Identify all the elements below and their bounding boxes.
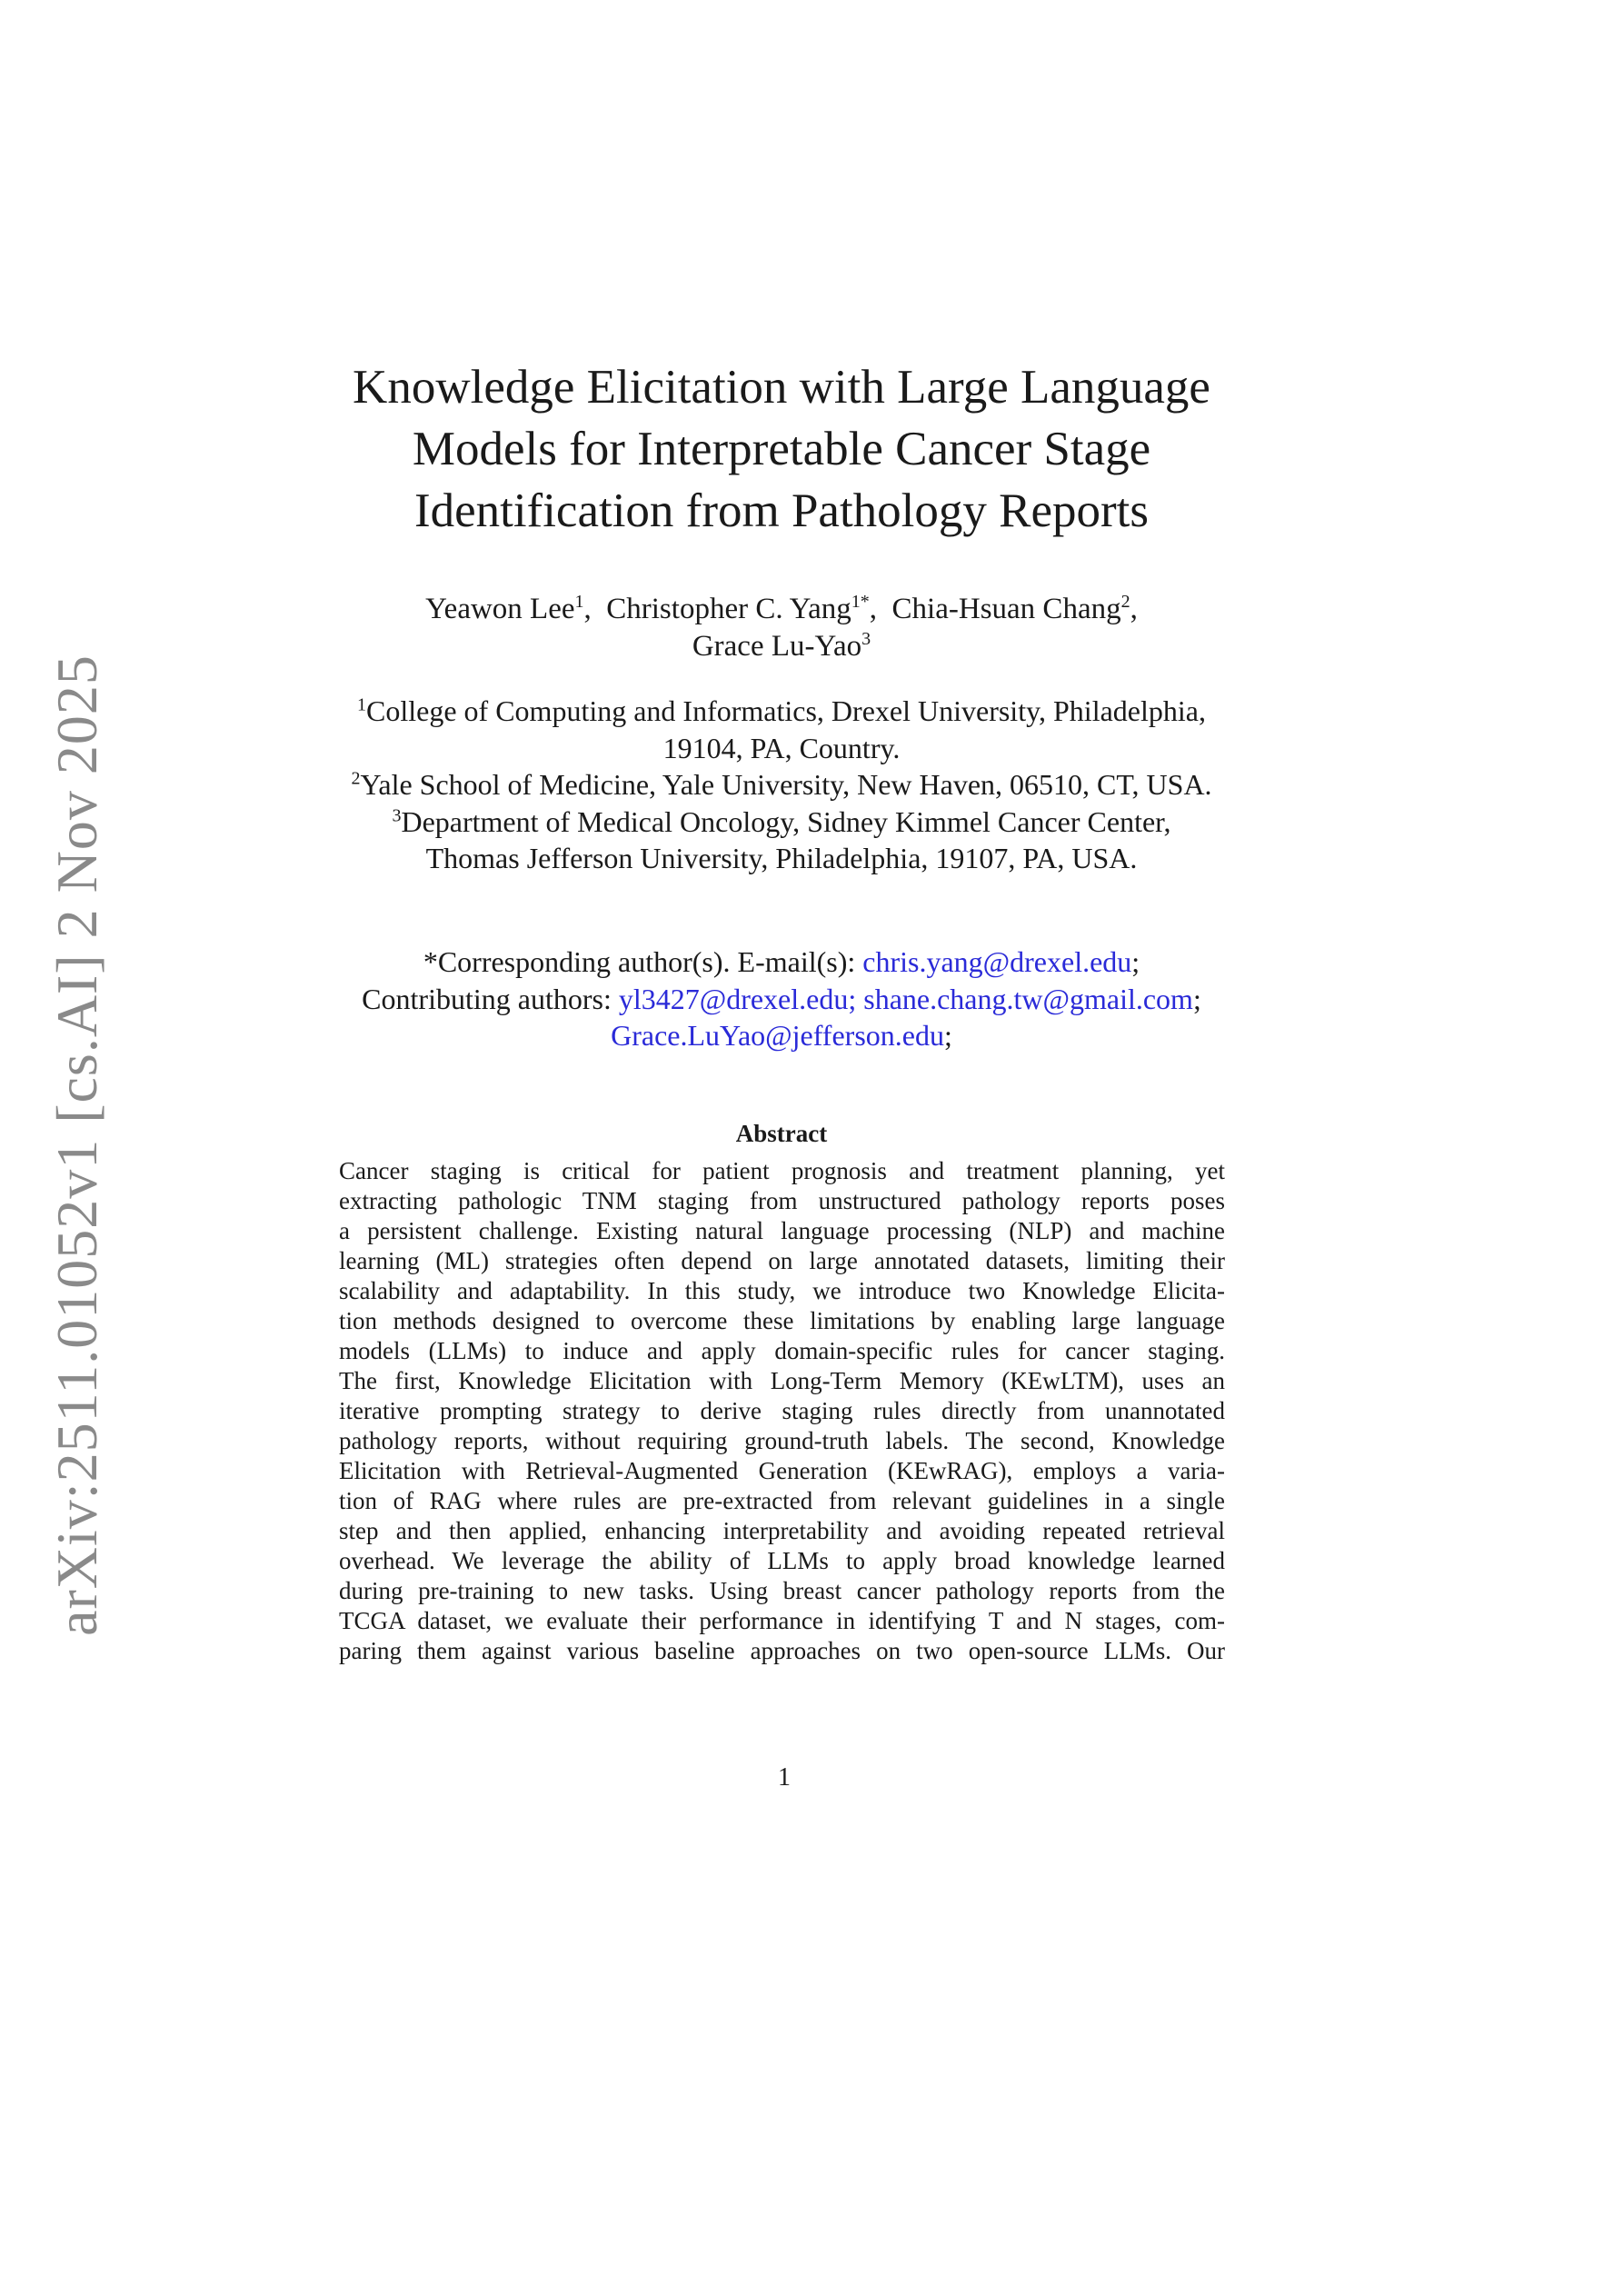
author-name: Grace Lu-Yao	[692, 630, 862, 663]
abstract-line: Elicitation with Retrieval-Augmented Generation (KEwRAG), employs a varia-	[339, 1457, 1225, 1484]
abstract-line: models (LLMs) to induce and apply domain-specific rules for cancer staging.	[339, 1337, 1225, 1364]
affiliation-1-cont: 19104, PA, Country.	[662, 731, 901, 764]
contributing-email-link[interactable]: yl3427@drexel.edu	[618, 982, 849, 1015]
separator: ;	[943, 1019, 952, 1052]
author-affiliation-mark: 1	[574, 592, 584, 612]
abstract-line: pathology reports, without requiring ground-truth labels. The second, Knowledge	[339, 1427, 1225, 1454]
abstract-line: a persistent challenge. Existing natural language processing (NLP) and machine	[339, 1217, 1225, 1244]
corresponding-author-line	[273, 943, 1290, 981]
affiliation-mark: 1	[357, 694, 367, 715]
abstract-line: Cancer staging is critical for patient prognosis and treatment planning, yet	[339, 1157, 1225, 1184]
abstract-line: during pre-training to new tasks. Using breast cancer pathology reports from the	[339, 1577, 1225, 1604]
abstract-line: TCGA dataset, we evaluate their performance in identifying T and N stages, com-	[339, 1607, 1225, 1634]
affiliation-mark: 3	[392, 804, 402, 825]
title-line: Models for Interpretable Cancer Stage	[412, 423, 1151, 475]
contributing-authors-line-2	[273, 1017, 1290, 1054]
affiliation-mark: 2	[351, 768, 361, 789]
author-name: Chia-Hsuan Chang	[891, 593, 1121, 625]
arxiv-identifier: arXiv:2511.01052v1 [cs.AI] 2 Nov 2025	[45, 654, 109, 1636]
affiliation-3	[273, 804, 1290, 841]
contributing-email-link[interactable]: Grace.LuYao@jefferson.edu	[611, 1019, 944, 1052]
contact-info	[273, 943, 1290, 1054]
corresponding-email-link[interactable]: chris.yang@drexel.edu	[862, 945, 1132, 978]
separator: ;	[1131, 945, 1140, 978]
page-number: 1	[778, 1763, 791, 1792]
arxiv-stamp	[0, 0, 118, 2296]
abstract-line: paring them against various baseline approaches on two open-source LLMs. Our	[339, 1637, 1225, 1664]
author-name: Yeawon Lee	[425, 593, 575, 625]
affiliation-2	[273, 766, 1290, 804]
corresponding-label: *Corresponding author(s). E-mail(s):	[423, 945, 863, 978]
abstract-line: tion of RAG where rules are pre-extracted from relevant guidelines in a single	[339, 1487, 1225, 1514]
separator: ;	[848, 982, 857, 1015]
author-list: Yeawon Lee$^1$, Christopher C. Yang$^{1*}$, Chia-Hsuan Chang$^2$, Grace Lu-Yao$^3$	[425, 592, 1138, 663]
affiliation-text: Yale School of Medicine, Yale University, New Haven, 06510, CT, USA.	[360, 768, 1212, 801]
separator: ;	[1192, 982, 1201, 1015]
affiliation-1	[273, 693, 1290, 730]
affiliation-3-cont: Thomas Jefferson University, Philadelphia, 19107, PA, USA.	[425, 842, 1138, 874]
author-name: Christopher C. Yang	[606, 593, 851, 625]
abstract-line: learning (ML) strategies often depend on large annotated datasets, limiting their	[339, 1247, 1225, 1274]
abstract-body	[339, 1156, 1225, 1666]
abstract-line: step and then applied, enhancing interpretability and avoiding repeated retrieval	[339, 1517, 1225, 1544]
paper-title	[309, 356, 1254, 542]
contributing-label: Contributing authors:	[362, 982, 619, 1015]
author-affiliation-mark: 2	[1120, 592, 1130, 612]
title-line: Identification from Pathology Reports	[413, 484, 1150, 537]
title-line: Knowledge Elicitation with Large Language	[353, 361, 1210, 414]
author-affiliation-mark: 1*	[851, 592, 870, 612]
abstract-heading: Abstract	[735, 1120, 828, 1147]
abstract-line: scalability and adaptability. In this study, we introduce two Knowledge Elicita-	[339, 1277, 1225, 1304]
contributing-email-link[interactable]: shane.chang.tw@gmail.com	[863, 982, 1193, 1015]
abstract-line: overhead. We leverage the ability of LLMs to apply broad knowledge learned	[339, 1547, 1225, 1574]
affiliations	[273, 693, 1290, 877]
abstract-line: extracting pathologic TNM staging from unstructured pathology reports poses	[339, 1187, 1225, 1214]
author-affiliation-mark: 3	[861, 629, 871, 649]
abstract-line: tion methods designed to overcome these limitations by enabling large language	[339, 1307, 1225, 1334]
contributing-authors-line	[273, 981, 1290, 1018]
affiliation-text: College of Computing and Informatics, Drexel University, Philadelphia,	[366, 694, 1206, 727]
abstract-line: iterative prompting strategy to derive staging rules directly from unannotated	[339, 1397, 1225, 1424]
abstract-line: The first, Knowledge Elicitation with Long-Term Memory (KEwLTM), uses an	[339, 1367, 1225, 1394]
affiliation-text: Department of Medical Oncology, Sidney Kimmel Cancer Center,	[401, 804, 1171, 838]
